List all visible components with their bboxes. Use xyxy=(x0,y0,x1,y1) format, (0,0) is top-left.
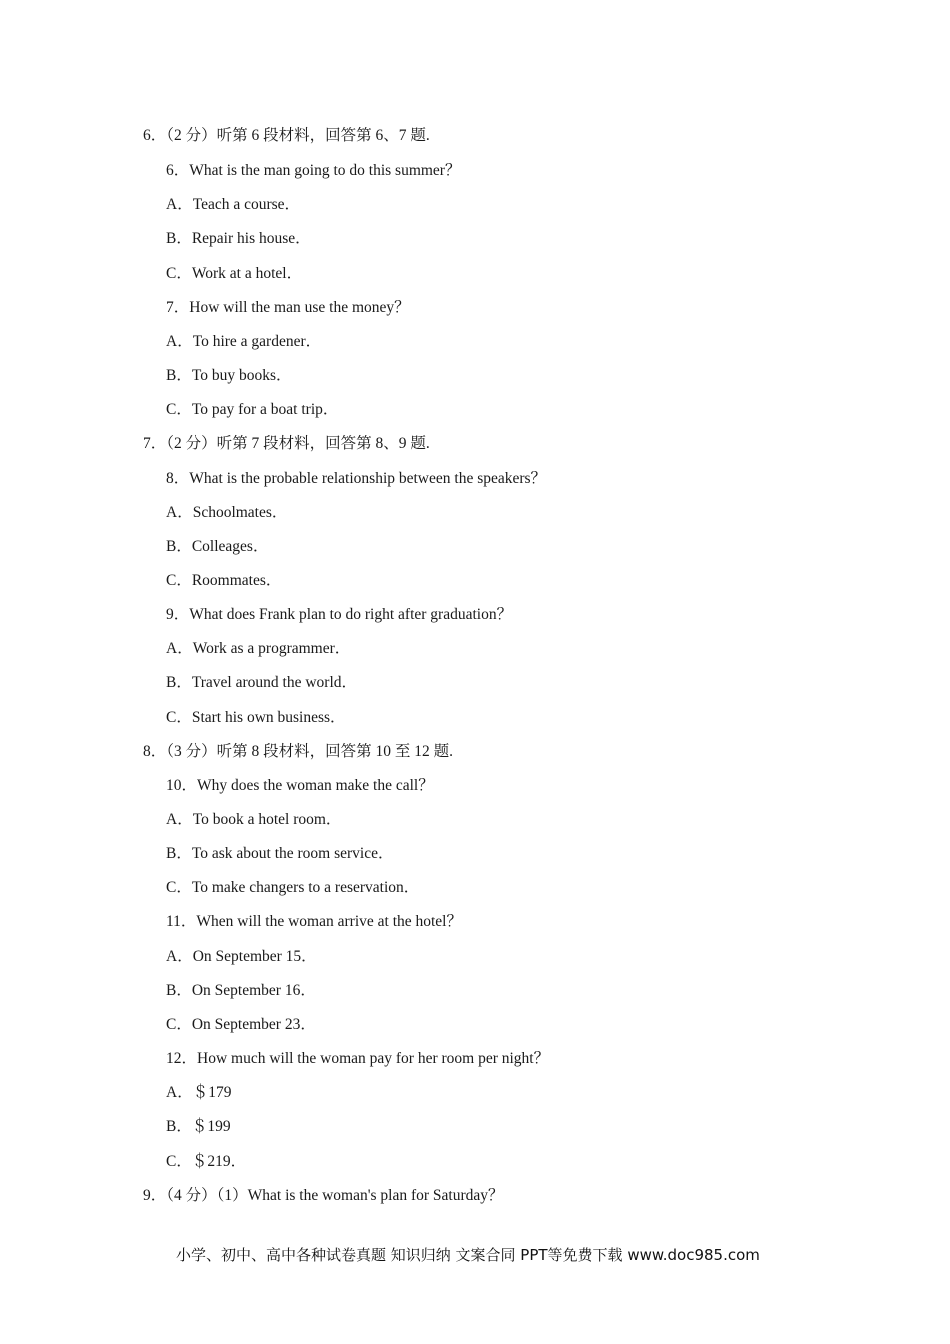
section-header: 8．（3 分）听第 8 段材料，回答第 10 至 12 题. xyxy=(143,743,454,760)
answer-option: C．To pay for a boat trip． xyxy=(166,401,339,418)
answer-option: B．＄199 xyxy=(166,1118,231,1135)
question-stem: 11．When will the woman arrive at the hotel？ xyxy=(166,913,462,930)
answer-option: A．To hire a gardener． xyxy=(166,333,322,350)
section-header: 7．（2 分）听第 7 段材料，回答第 8、9 题. xyxy=(143,435,430,452)
answer-option: C．Start his own business． xyxy=(166,709,346,726)
answer-option: B．To ask about the room service． xyxy=(166,845,394,862)
answer-option: C．Roommates． xyxy=(166,572,282,589)
section-header: 9．（4 分）（1）What is the woman's plan for Saturday？ xyxy=(143,1187,504,1204)
answer-option: C．＄219． xyxy=(166,1153,247,1170)
answer-option: C．Work at a hotel． xyxy=(166,265,303,282)
answer-option: B．Colleages． xyxy=(166,538,269,555)
answer-option: A．To book a hotel room． xyxy=(166,811,342,828)
answer-option: B．To buy books． xyxy=(166,367,292,384)
answer-option: A．On September 15． xyxy=(166,948,317,965)
answer-option: B．Travel around the world． xyxy=(166,674,358,691)
question-stem: 6．What is the man going to do this summer？ xyxy=(166,162,461,179)
question-stem: 9．What does Frank plan to do right after graduation？ xyxy=(166,606,513,623)
section-header: 6．（2 分）听第 6 段材料，回答第 6、7 题. xyxy=(143,127,430,144)
answer-option: A．Teach a course． xyxy=(166,196,301,213)
page-footer: 小学、初中、高中各种试卷真题 知识归纳 文案合同 PPT等免费下载 www.doc985.com xyxy=(176,1246,760,1264)
answer-option: A．Schoolmates． xyxy=(166,504,288,521)
answer-option: A．Work as a programmer． xyxy=(166,640,351,657)
answer-option: B．Repair his house． xyxy=(166,230,311,247)
answer-option: B．On September 16． xyxy=(166,982,316,999)
answer-option: C．To make changers to a reservation． xyxy=(166,879,420,896)
answer-option: A．＄179 xyxy=(166,1084,232,1101)
answer-option: C．On September 23． xyxy=(166,1016,316,1033)
question-stem: 8．What is the probable relationship between the speakers？ xyxy=(166,470,547,487)
question-stem: 10．Why does the woman make the call？ xyxy=(166,777,434,794)
question-stem: 12．How much will the woman pay for her room per night？ xyxy=(166,1050,550,1067)
question-stem: 7．How will the man use the money？ xyxy=(166,299,410,316)
